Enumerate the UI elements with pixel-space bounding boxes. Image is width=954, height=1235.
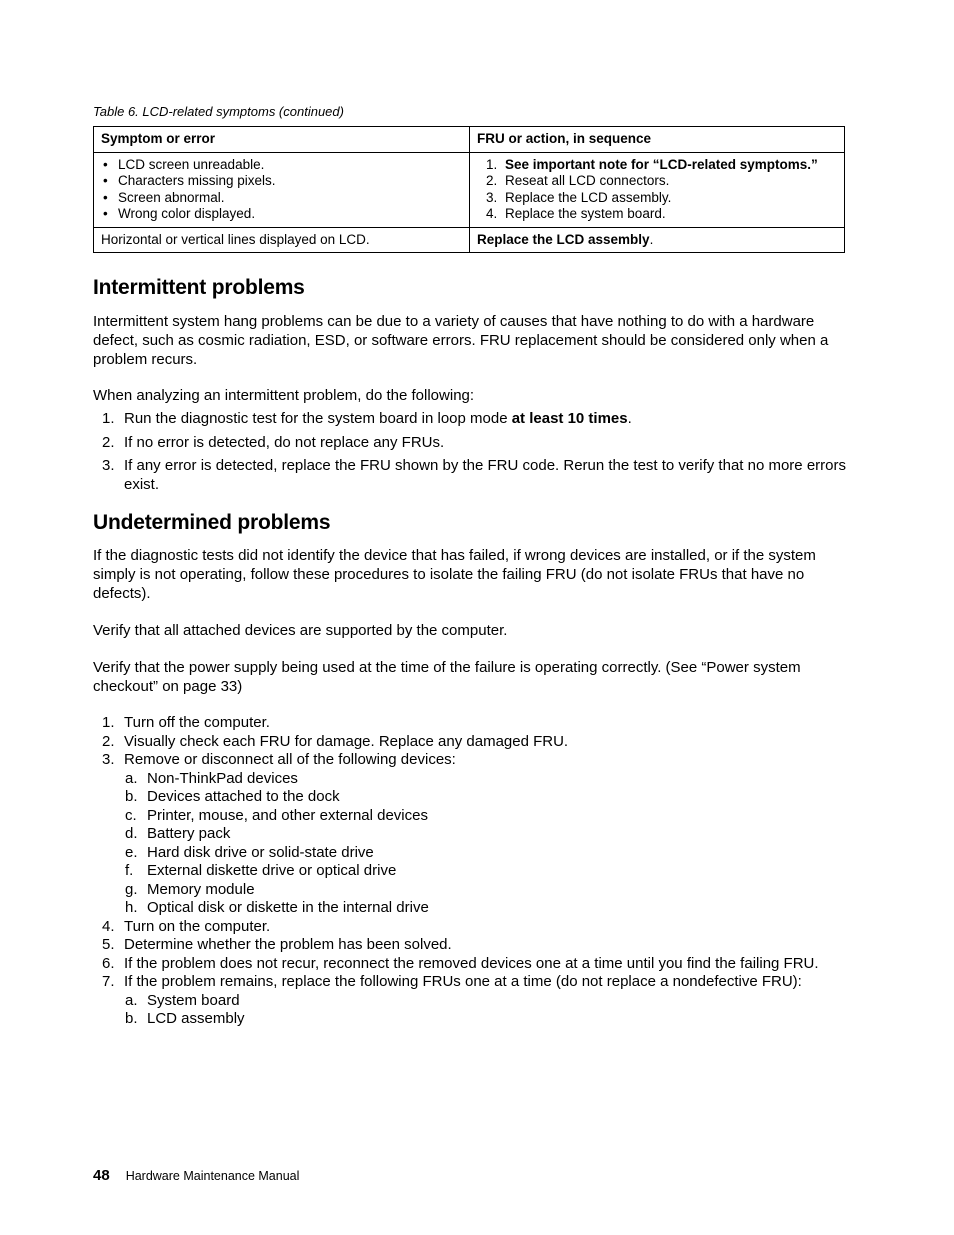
fru-text: System board xyxy=(147,991,240,1009)
frus-sublist xyxy=(124,992,853,1029)
item-number: 7. xyxy=(102,973,115,990)
item-number: 2. xyxy=(102,732,115,750)
item-letter: a. xyxy=(125,769,138,787)
table-row xyxy=(94,227,845,253)
devices-sublist xyxy=(124,770,853,918)
list-item: • Wrong color displayed. xyxy=(101,206,462,223)
item-letter: b. xyxy=(125,788,138,805)
list-item xyxy=(93,714,853,733)
list-item xyxy=(124,807,853,826)
list-item xyxy=(124,844,853,863)
symptom-cell: Horizontal or vertical lines displayed on LCD. xyxy=(94,227,470,253)
symptom-cell xyxy=(94,152,470,227)
item-number: 6. xyxy=(102,954,115,972)
list-item xyxy=(124,788,853,807)
item-number: 4. xyxy=(486,206,498,221)
item-letter: a. xyxy=(125,991,138,1009)
section-heading-undetermined: Undetermined problems xyxy=(93,511,331,534)
page-number: 48 xyxy=(93,1167,110,1184)
item-number: 1. xyxy=(102,714,115,731)
device-text: Memory module xyxy=(147,880,255,898)
list-item xyxy=(93,918,853,937)
item-number: 1. xyxy=(486,156,498,172)
step-bold-text: at least 10 times xyxy=(511,410,628,427)
item-number: 4. xyxy=(102,917,115,935)
step-text: Determine whether the problem has been solved. xyxy=(124,936,452,953)
list-item xyxy=(93,410,853,429)
list-item xyxy=(124,881,853,900)
symptom-list xyxy=(101,157,462,223)
list-item xyxy=(93,936,853,955)
item-number: 3. xyxy=(486,189,498,205)
action-link-text[interactable]: See important note for “LCD-related symptoms.” xyxy=(505,156,818,172)
step-text: Run the diagnostic test for the system board in loop mode xyxy=(124,410,512,427)
action-suffix: . xyxy=(649,231,654,247)
item-number: 2. xyxy=(102,433,115,451)
step-text: Visually check each FRU for damage. Replace any damaged FRU. xyxy=(124,732,569,750)
list-item xyxy=(93,733,853,752)
device-text: Optical disk or diskette in the internal drive xyxy=(147,899,429,916)
action-text: Reseat all LCD connectors. xyxy=(505,173,670,188)
action-cell xyxy=(470,227,845,253)
item-letter: f. xyxy=(125,862,134,879)
device-text: Hard disk drive or solid-state drive xyxy=(147,843,374,861)
list-item xyxy=(477,157,837,174)
paragraph: Verify that all attached devices are supported by the computer. xyxy=(93,622,508,639)
item-number: 5. xyxy=(102,936,115,953)
lcd-symptoms-table xyxy=(93,126,845,253)
table-row xyxy=(94,152,845,227)
list-item xyxy=(477,206,837,223)
action-text: Replace the system board. xyxy=(505,206,666,221)
device-text: External diskette drive or optical drive xyxy=(147,862,397,879)
list-item xyxy=(124,825,853,844)
step-text: Remove or disconnect all of the following devices: xyxy=(124,751,456,768)
list-item xyxy=(124,862,853,881)
item-number: 3. xyxy=(102,457,115,474)
paragraph: If the diagnostic tests did not identify the device that has failed, if wrong devices are installed, or if the system simply is not operating, follow these procedures to isolate the failing FRU (do not isolate FRUs that have no defects). xyxy=(93,547,816,602)
list-item xyxy=(477,173,837,190)
page-footer xyxy=(93,1167,299,1184)
step-text: Turn off the computer. xyxy=(124,714,270,731)
manual-title: Hardware Maintenance Manual xyxy=(125,1169,300,1183)
table-header-row xyxy=(94,127,845,153)
item-letter: d. xyxy=(125,825,138,842)
undetermined-steps-list xyxy=(93,714,853,1029)
device-text: Battery pack xyxy=(147,825,231,842)
item-number: 1. xyxy=(102,410,115,427)
action-bold-text: Replace the LCD assembly xyxy=(477,231,650,247)
list-item xyxy=(93,955,853,974)
list-item: • Screen abnormal. xyxy=(101,190,462,207)
device-text: Printer, mouse, and other external devices xyxy=(147,806,428,824)
step-text: If the problem remains, replace the following FRUs one at a time (do not replace a nondefective FRU): xyxy=(124,973,802,990)
intermittent-steps-list xyxy=(93,410,853,499)
list-item xyxy=(124,899,853,918)
step-text: Turn on the computer. xyxy=(124,917,271,935)
item-letter: c. xyxy=(125,806,137,824)
column-header-symptom: Symptom or error xyxy=(94,127,470,153)
step-text: If any error is detected, replace the FRU shown by the FRU code. Rerun the test to verify that no more errors exist. xyxy=(124,457,846,493)
paragraph: When analyzing an intermittent problem, do the following: xyxy=(93,387,475,404)
list-item: • LCD screen unreadable. xyxy=(101,157,462,174)
list-item xyxy=(93,973,853,1029)
item-number: 2. xyxy=(486,173,498,188)
step-suffix: . xyxy=(627,410,632,427)
device-text: Non-ThinkPad devices xyxy=(147,769,298,787)
fru-text: LCD assembly xyxy=(147,1010,245,1027)
list-item xyxy=(124,1010,853,1029)
step-text: If the problem does not recur, reconnect the removed devices one at a time until you find the failing FRU. xyxy=(124,954,819,972)
item-letter: e. xyxy=(125,843,138,861)
list-item: • Characters missing pixels. xyxy=(101,173,462,190)
list-item xyxy=(124,770,853,789)
item-letter: b. xyxy=(125,1010,138,1027)
list-item xyxy=(124,992,853,1011)
list-item xyxy=(93,751,853,918)
action-list xyxy=(477,157,837,223)
table-caption: Table 6. LCD-related symptoms (continued) xyxy=(93,104,344,119)
action-cell xyxy=(470,152,845,227)
section-heading-intermittent: Intermittent problems xyxy=(93,276,305,299)
item-letter: g. xyxy=(125,880,138,898)
step-text: If no error is detected, do not replace any FRUs. xyxy=(124,433,445,451)
paragraph: Verify that the power supply being used at the time of the failure is operating correctly. (See “Power system checkout” on page 33) xyxy=(93,659,801,695)
paragraph: Intermittent system hang problems can be due to a variety of causes that have nothing to do with a hardware defect, such as cosmic radiation, ESD, or software errors. FRU replacement should be considered only when a problem recurs. xyxy=(93,313,829,368)
list-item xyxy=(477,190,837,207)
action-text: Replace the LCD assembly. xyxy=(505,189,672,205)
item-letter: h. xyxy=(125,899,138,916)
device-text: Devices attached to the dock xyxy=(147,788,340,805)
item-number: 3. xyxy=(102,751,115,768)
list-item xyxy=(93,434,853,453)
list-item xyxy=(93,457,853,494)
column-header-fru-action: FRU or action, in sequence xyxy=(470,127,845,153)
